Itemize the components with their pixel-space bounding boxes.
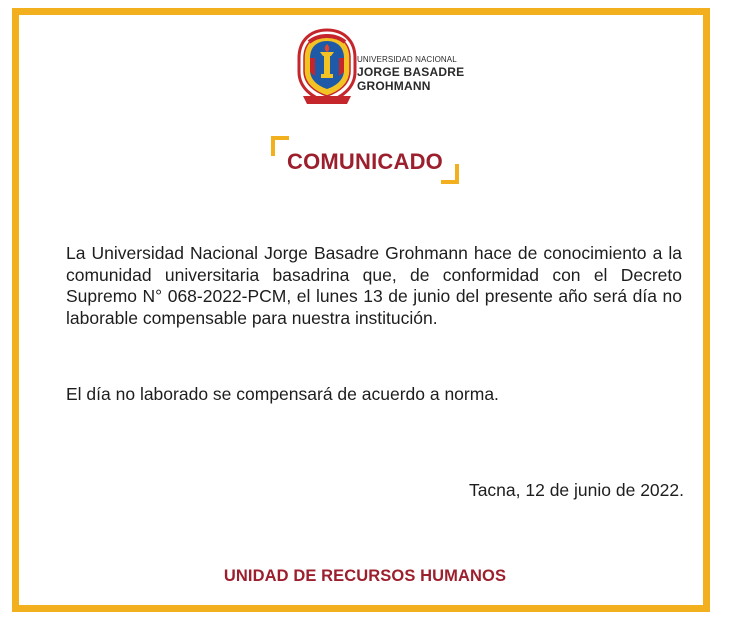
university-name-line2: JORGE BASADRE <box>357 65 465 79</box>
page-title: COMUNICADO <box>287 149 443 174</box>
signature: UNIDAD DE RECURSOS HUMANOS <box>223 567 507 585</box>
body-paragraph-2: El día no laborado se compensará de acuerdo a norma. <box>66 384 499 404</box>
university-name-line1: UNIVERSIDAD NACIONAL <box>357 55 457 64</box>
date-line: Tacna, 12 de junio de 2022. <box>468 480 684 500</box>
university-name <box>357 56 464 92</box>
body-paragraph-1: La Universidad Nacional Jorge Basadre Grohmann hace de conocimiento a la comunidad universitaria basadrina que, de conformidad con el Decreto Supremo N° 068-2022-PCM, el lunes 13 de junio del presente año será día no laborable compensable para nuestra institución. <box>66 243 682 328</box>
university-name-line3: GROHMANN <box>357 79 431 93</box>
heading-block <box>271 136 459 184</box>
university-seal-icon <box>295 28 359 106</box>
university-logo <box>295 28 475 110</box>
bracket-bottom-right-icon <box>441 164 459 184</box>
